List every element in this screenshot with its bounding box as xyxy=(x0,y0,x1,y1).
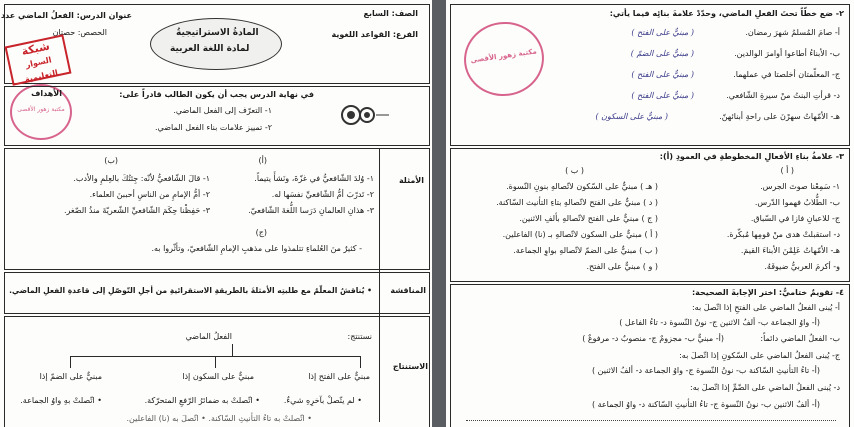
q3-b-5: ( ب ) مبنيٌّ على الضمّ لاتّصالهِ بواوِ الجماعة. xyxy=(513,246,658,255)
class-count: الحصص: حصتان xyxy=(52,28,107,37)
discussion-text: • يُناقشُ المعلّمُ مع طلبتِه الأمثلةَ بالطريقةِ الاستقرائيةِ من أجلِ التّوصّلِ إلى قاعدةِ الفعلِ الماضي. xyxy=(9,286,372,295)
examples-col-b-header: (ب) xyxy=(104,156,118,165)
q3-b-6: ( و ) مبنيٌّ على الفتح. xyxy=(586,262,658,271)
stamp-line-2: السوار التعليمية xyxy=(24,55,59,85)
branch-sukun: مبنيٌّ على السكون إذا xyxy=(182,372,254,381)
q2-answer-5: ( مبنيٌّ على السكون ) xyxy=(595,112,668,121)
q2-item-5: هـ- الأمّهاتُ سهرْنَ على راحةِ أبنائهنّ. xyxy=(719,112,840,121)
branch-label: الفرع: القواعد اللغوية xyxy=(331,30,418,39)
q4-stem-2: ب- الفعلُ الماضي دائماً: xyxy=(760,334,840,343)
target-icon xyxy=(340,104,390,130)
grade-label: الصف: السابع xyxy=(363,9,418,18)
detail-last-line: • اتّصلتْ به تاءُ التأنيثِ السّاكنة. • اتّصلَ به (نا) الفاعلين. xyxy=(126,414,312,423)
q4-title: ٤- تقويمٌ ختاميٌّ: اختر الإجابةَ الصحيحة: xyxy=(691,288,844,297)
we-conclude-label: نستنتج: xyxy=(347,332,372,341)
examples-label: الأمثلة xyxy=(398,176,424,185)
branch-damma: مبنيٌّ على الضمّ إذا xyxy=(39,372,102,381)
subject-subtitle: لمادة اللغة العربية xyxy=(170,44,250,54)
q3-b-3: ( ج ) مبنيٌّ على الفتح لاتّصالهِ بألفِ الاثنين. xyxy=(519,214,658,223)
example-b-2: ٢- أمُّ الإمامِ من الناسِ أحببنَ العلماء. xyxy=(89,190,210,199)
q2-item-1: أ- صامَ المُسلمُ شهرَ رمضان. xyxy=(745,28,840,37)
q4-options-1: (أ- واوُ الجماعة ب- ألفُ الاثنين ج- نونُ النّسوة د- تاءُ الفاعل ) xyxy=(619,318,820,327)
q3-col-a-header: ( أ ) xyxy=(780,166,794,175)
example-a-1: ١- وُلدَ الشّافعيُّ في غزّةَ، ونَشأَ يتيماً. xyxy=(254,174,374,183)
exercise-page xyxy=(446,0,854,427)
q3-a-6: و- أكرمَ العربيُّ ضيوفَهُ. xyxy=(764,262,840,271)
examples-col-a-header: (أ) xyxy=(258,156,267,165)
q4-options-2: (أ- مبنيٌّ ب- مجزومٌ ج- منصوبٌ د- مرفوعٌ ) xyxy=(582,334,724,343)
q4-options-4: (أ- ألفُ الاثنين ب- نونُ النّسوة ج- تاءُ التأنيثِ السّاكنة د- واوُ الجماعة ) xyxy=(591,400,820,409)
detail-fatha: • لم يتّصلْ بآخرِهِ شيءٌ. xyxy=(283,396,362,405)
conclusion-label: الاستنتاج xyxy=(392,362,428,371)
q3-a-3: ج- للاعبانِ فازا في السّباق. xyxy=(750,214,840,223)
branch-fatha: مبنيٌّ على الفتح إذا xyxy=(308,372,370,381)
detail-damma: • اتّصلتْ بهِ واوُ الجماعة. xyxy=(20,396,102,405)
q4-stem-3: ج- يُبنى الفعلُ الماضي على السّكونِ إذا اتّصلَ به: xyxy=(679,351,840,360)
discussion-label: المناقشة xyxy=(390,286,426,295)
q2-item-4: د- قرأتِ البنتُ منْ سيرةِ الشّافعي. xyxy=(726,91,840,100)
q4-stem-1: أ- يُبنى الفعلُ الماضي على الفتحِ إذا اتّصلَ به: xyxy=(691,303,840,312)
q3-a-2: ب- الطُّلابُ فهموا الدّرس. xyxy=(754,198,840,207)
objective-item-2: ٢- تمييز علامات بناء الفعل الماضي. xyxy=(155,123,272,132)
q3-col-b-header: ( ب ) xyxy=(565,166,584,175)
tree-drop-2 xyxy=(215,356,216,368)
q3-a-4: د- استقبلتْ هدى منْ قومِها مُبكّرة. xyxy=(726,230,840,239)
q3-a-1: ١- سَمِعْنا صوتَ الجرس. xyxy=(760,182,840,191)
q3-title: ٣- علامةُ بناءِ الأفعالِ المخطوطةِ في العمودِ (أ): xyxy=(659,152,844,161)
q3-b-2: ( د ) مبنيٌّ على الفتح لاتّصالهِ بتاءِ التأنيث السّاكنة. xyxy=(496,198,658,207)
stamp-line-1: شبكة xyxy=(20,39,51,59)
lesson-title: عنوان الدرس: الفعلُ الماضي عدد xyxy=(1,11,132,20)
tree-drop-1 xyxy=(360,356,361,368)
q2-answer-3: ( مبنيٌّ على الفتح ) xyxy=(631,70,694,79)
q3-b-4: ( أ ) مبنيٌّ على السكون لاتّصالهِ بـ (نا) الفاعلين. xyxy=(502,230,658,239)
q3-a-5: هـ- الأمّهاتُ عَلِمْنَ الأبناءَ القيمَ. xyxy=(740,246,840,255)
q2-answer-2: ( مبنيٌّ على الضمّ ) xyxy=(630,49,694,58)
q2-item-3: ج- المعلّمتان أخلصتا في عملهما. xyxy=(733,70,840,79)
q2-answer-1: ( مبنيٌّ على الفتح ) xyxy=(631,28,694,37)
tree-trunk xyxy=(232,344,233,356)
objectives-label: الأهداف xyxy=(31,89,62,98)
q2-item-2: ب- الأبناءُ أطاعوا أوامرَ الوالدين. xyxy=(734,49,840,58)
example-b-3: ٣- حَفِظْنا حِكَمَ الشّافعيِّ الشّعريّةَ منذُ الصّغر. xyxy=(63,206,210,215)
concept-root: الفعلُ الماضي xyxy=(185,332,232,341)
q4-options-3: (أ- تاءُ التأنيثِ السّاكنة ب- نونُ النّسوة ج- واوُ الجماعة د- ألفُ الاثنين ) xyxy=(591,366,820,375)
q3-b-1: ( هـ ) مبنيٌّ على السّكون لاتّصالهِ بنونِ النّسوة. xyxy=(506,182,658,191)
tree-drop-3 xyxy=(70,356,71,368)
example-b-1: ١- قالَ الشّافعيُّ لأنّه: جِئتُكَ بالعِلمِ والأدب. xyxy=(73,174,210,183)
q2-title: ٢- ضع خطّاً تحتَ الفعلِ الماضي، وحدّدْ علامةَ بنائِه فيما يأتي: xyxy=(609,9,844,18)
example-a-3: ٣- هذانِ العالمانِ دَرَسا اللُّغةَ الشّافعيّ. xyxy=(248,206,374,215)
objective-item-1: ١- التعرّف إلى الفعل الماضي. xyxy=(173,106,272,115)
q2-answer-4: ( مبنيٌّ على الفتح ) xyxy=(631,91,694,100)
objectives-intro: في نهاية الدرس يجب أن يكون الطالب قادراً على: xyxy=(119,90,314,99)
right-stamp-text: مكتبة زهور الأقصى xyxy=(469,47,538,65)
subject-title: المادةُ الاستراتيجيةُ xyxy=(176,28,259,38)
detail-sukun: • اتّصلتْ به ضمائرُ الرّفعِ المتحرّكة. xyxy=(144,396,260,405)
seal-text: مكتبة زهور الأقصى xyxy=(17,106,65,113)
examples-col-c-header: (ج) xyxy=(255,228,267,237)
q4-bottom-dots xyxy=(466,420,836,421)
example-c-1: - كثيرٌ منَ العُلماءِ تتلمذوا على مذهبِ الإمامِ الشّافعيّ، وتأثّروا به. xyxy=(151,244,362,253)
q4-stem-4: د- يُبنى الفعلُ الماضي على الضّمِّ إذا اتّصلَ به: xyxy=(690,383,840,392)
example-a-2: ٢- تَدرّبَ أمُّ الشّافعيِّ نفسَها له. xyxy=(271,190,374,199)
